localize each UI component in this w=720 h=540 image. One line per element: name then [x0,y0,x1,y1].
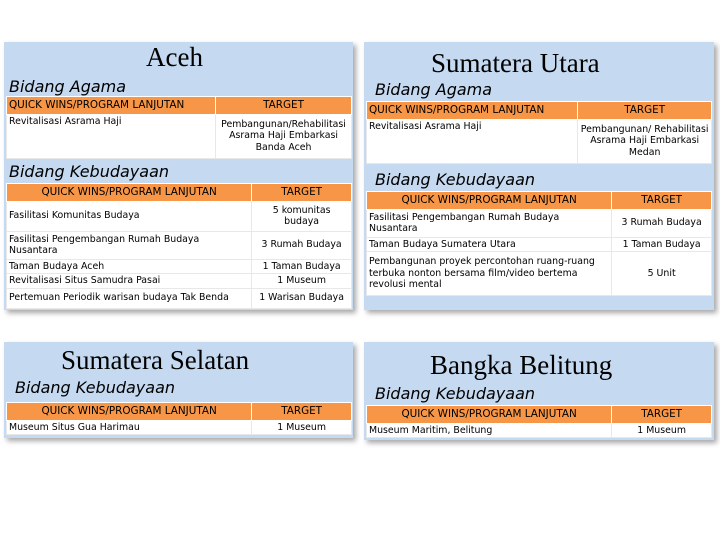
aceh-kebudayaan-table [6,183,352,309]
col-target-header: TARGET [252,403,352,421]
sumut-agama-heading: Bidang Agama [375,80,493,99]
table-row [367,252,712,296]
col-target-header: TARGET [578,102,712,120]
program-cell: Fasilitasi Pengembangan Rumah Budaya Nusantara [7,231,252,259]
sumut-title: Sumatera Utara [431,48,600,78]
target-cell: 1 Warisan Budaya [252,288,352,308]
sumsel-title: Sumatera Selatan [61,345,250,375]
table-row [7,288,352,308]
aceh-agama-table [6,96,352,159]
table-row [7,114,352,158]
program-cell: Fasilitasi Pengembangan Rumah Budaya Nusantara [367,209,612,237]
program-cell: Taman Budaya Aceh [7,259,252,273]
target-cell: Pembangunan/Rehabilitasi Asrama Haji Embarkasi Banda Aceh [216,114,352,158]
table-row [367,237,712,251]
target-cell: 1 Taman Budaya [252,259,352,273]
program-cell: Taman Budaya Sumatera Utara [367,237,612,251]
aceh-agama-heading: Bidang Agama [9,77,127,96]
table-row [7,259,352,273]
program-cell: Pertemuan Periodik warisan budaya Tak Benda [7,288,252,308]
col-target-header: TARGET [216,97,352,115]
target-cell: 3 Rumah Budaya [252,231,352,259]
col-program-header: QUICK WINS/PROGRAM LANJUTAN [7,184,252,202]
col-program-header: QUICK WINS/PROGRAM LANJUTAN [7,403,252,421]
target-cell: 1 Museum [612,423,712,437]
col-program-header: QUICK WINS/PROGRAM LANJUTAN [367,406,612,424]
program-cell: Pembangunan proyek percontohan ruang-ruang terbuka nonton bersama film/video bertema revolusi mental [367,252,612,296]
target-cell: 3 Rumah Budaya [612,209,712,237]
col-target-header: TARGET [612,192,712,210]
program-cell: Revitalisasi Asrama Haji [367,119,578,163]
col-target-header: TARGET [252,184,352,202]
table-row [367,209,712,237]
sumut-kebudayaan-table [366,191,712,296]
target-cell: 1 Taman Budaya [612,237,712,251]
babel-title: Bangka Belitung [430,350,613,380]
program-cell: Revitalisasi Situs Samudra Pasai [7,274,252,288]
table-row [367,119,712,163]
target-cell: 5 komunitas budaya [252,201,352,231]
col-target-header: TARGET [612,406,712,424]
sumsel-kebudayaan-table [6,402,352,435]
target-cell: 1 Museum [252,420,352,434]
aceh-kebudayaan-heading: Bidang Kebudayaan [9,162,170,181]
program-cell: Museum Situs Gua Harimau [7,420,252,434]
table-row [7,201,352,231]
target-cell: 5 Unit [612,252,712,296]
babel-kebudayaan-heading: Bidang Kebudayaan [375,384,536,403]
program-cell: Museum Maritim, Belitung [367,423,612,437]
sumut-agama-table [366,101,712,164]
sumsel-kebudayaan-heading: Bidang Kebudayaan [15,378,176,397]
table-row [367,423,712,437]
aceh-title: Aceh [146,42,203,72]
table-row [7,274,352,288]
col-program-header: QUICK WINS/PROGRAM LANJUTAN [367,192,612,210]
program-cell: Revitalisasi Asrama Haji [7,114,216,158]
table-row [7,420,352,434]
col-program-header: QUICK WINS/PROGRAM LANJUTAN [367,102,578,120]
target-cell: 1 Museum [252,274,352,288]
col-program-header: QUICK WINS/PROGRAM LANJUTAN [7,97,216,115]
program-cell: Fasilitasi Komunitas Budaya [7,201,252,231]
babel-kebudayaan-table [366,405,712,438]
table-row [7,231,352,259]
target-cell: Pembangunan/ Rehabilitasi Asrama Haji Embarkasi Medan [578,119,712,163]
sumut-kebudayaan-heading: Bidang Kebudayaan [375,170,536,189]
